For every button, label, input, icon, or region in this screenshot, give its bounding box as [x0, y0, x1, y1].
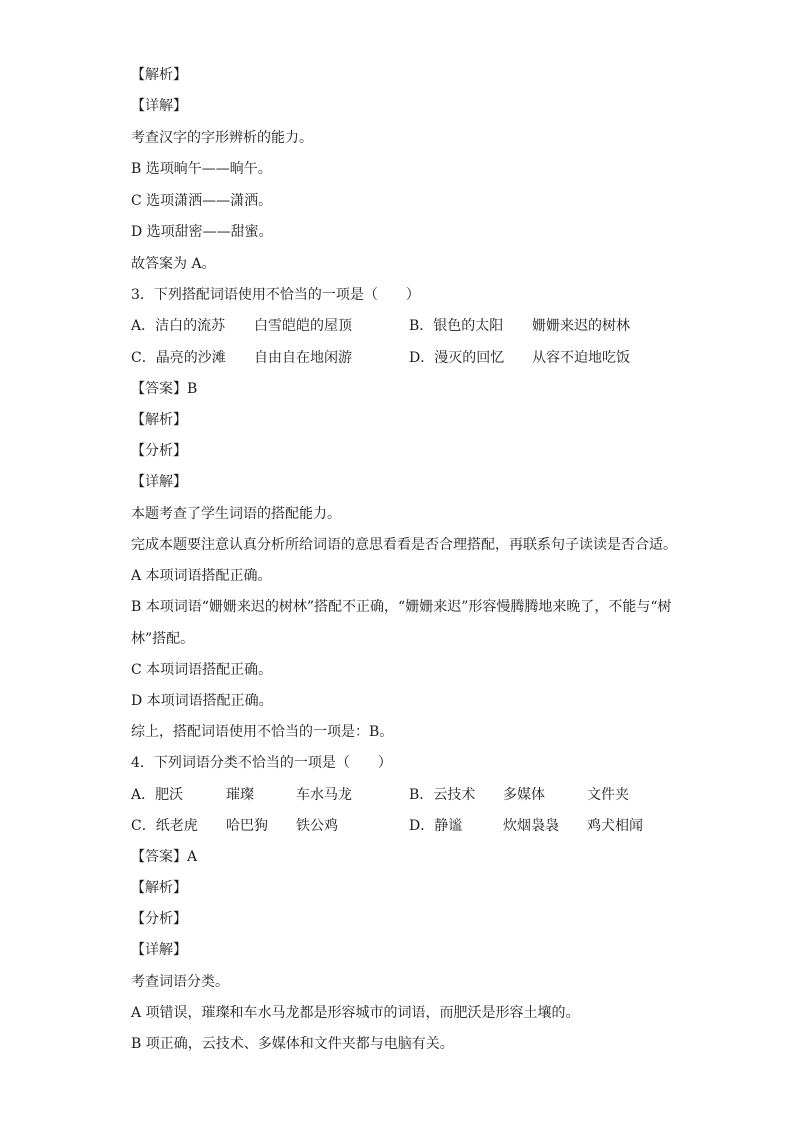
q3-option-b-text: 姗姗来迟的树林: [532, 318, 630, 334]
answer-line: 【答案】B: [131, 381, 198, 397]
text-line: B 项正确，云技术、多媒体和文件夹都与电脑有关。: [131, 1036, 454, 1052]
q4-option-b-label: B．云技术: [409, 787, 476, 803]
answer-line: 【答案】A: [131, 849, 198, 865]
text-line: A 本项词语搭配正确。: [131, 568, 272, 584]
q4-option-d-word-3: 鸡犬相闻: [587, 818, 643, 834]
q4-option-a-label: A．肥沃: [131, 787, 184, 803]
detail-heading: 【详解】: [131, 942, 187, 958]
text-line: B 选项晌午——晌午。: [131, 161, 272, 177]
analysis-subheading: 【分析】: [131, 443, 187, 459]
q3-option-b-label: B．银色的太阳: [409, 318, 504, 334]
q3-option-c-text: 自由自在地闲游: [254, 350, 352, 366]
q4-option-a-word-2: 璀璨: [226, 787, 254, 803]
q4-option-d-word-2: 炊烟袅袅: [503, 818, 559, 834]
q4-option-c-word-3: 铁公鸡: [296, 818, 338, 834]
analysis-heading: 【解析】: [131, 880, 187, 896]
q4-option-b-word-2: 多媒体: [503, 787, 545, 803]
analysis-heading: 【解析】: [131, 412, 187, 428]
q3-option-c-label: C．晶亮的沙滩: [131, 350, 226, 366]
question-3-stem: 3．下列搭配词语使用不恰当的一项是（ ）: [131, 287, 420, 303]
q3-option-d-text: 从容不迫地吃饭: [532, 350, 630, 366]
q4-option-c-label: C．纸老虎: [131, 818, 198, 834]
detail-heading: 【详解】: [131, 98, 187, 114]
answer-line: 故答案为 A。: [131, 256, 216, 272]
text-line: C 选项潇洒——潇洒。: [131, 193, 273, 209]
detail-heading: 【详解】: [131, 474, 187, 490]
q3-option-a-label: A．洁白的流苏: [131, 318, 226, 334]
text-line: D 本项词语搭配正确。: [131, 693, 273, 709]
text-line: 考查词语分类。: [131, 974, 229, 990]
q4-option-b-word-3: 文件夹: [587, 787, 629, 803]
question-4-stem: 4．下列词语分类不恰当的一项是（ ）: [131, 755, 392, 771]
analysis-subheading: 【分析】: [131, 911, 187, 927]
text-line: A 项错误，璀璨和车水马龙都是形容城市的词语，而肥沃是形容土壤的。: [131, 1005, 580, 1021]
q4-option-c-word-2: 哈巴狗: [226, 818, 268, 834]
text-line: C 本项词语搭配正确。: [131, 662, 273, 678]
q4-option-d-label: D．静谧: [409, 818, 463, 834]
text-line: 完成本题要注意认真分析所给词语的意思看看是否合理搭配，再联系句子读读是否合适。: [131, 537, 677, 553]
text-line: 林”搭配。: [131, 631, 195, 647]
text-line: 综上，搭配词语使用不恰当的一项是：B。: [131, 724, 394, 740]
text-line: 本题考查了学生词语的搭配能力。: [131, 506, 341, 522]
text-line: 考查汉字的字形辨析的能力。: [131, 130, 313, 146]
q3-option-d-label: D．漫灭的回忆: [409, 350, 505, 366]
analysis-heading: 【解析】: [131, 67, 187, 83]
text-line: D 选项甜密——甜蜜。: [131, 224, 273, 240]
q3-option-a-text: 白雪皑皑的屋顶: [254, 318, 352, 334]
text-line: B 本项词语“姗姗来迟的树林”搭配不正确，“姗姗来迟”形容慢腾腾地来晚了，不能与“树: [131, 599, 672, 615]
q4-option-a-word-3: 车水马龙: [296, 787, 352, 803]
